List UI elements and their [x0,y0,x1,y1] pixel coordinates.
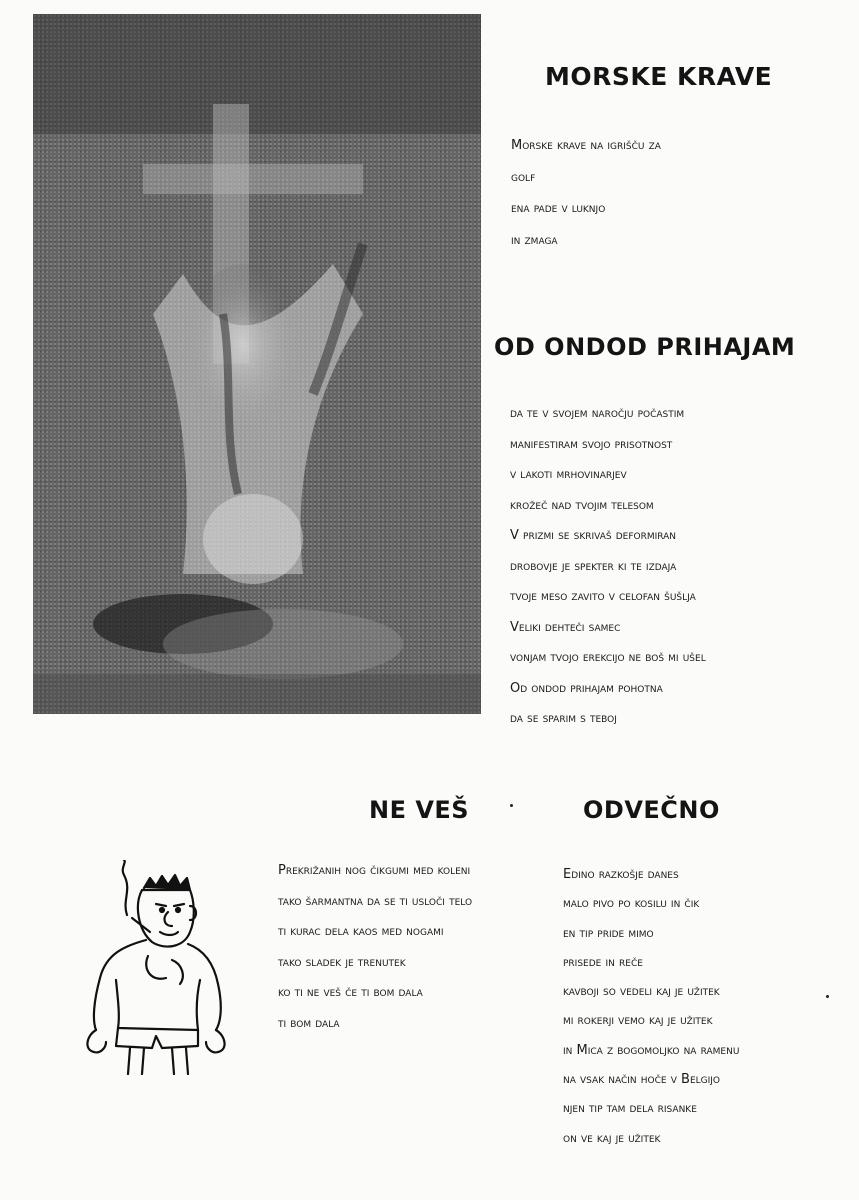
poem-odvecno [563,860,739,1153]
speck [826,995,829,998]
poem-ne-ves [278,856,472,1039]
poem-line: njen tip tam dela risanke [563,1101,697,1117]
poem-line: on ve kaj je užitek [563,1130,661,1146]
halftone-photo [33,14,481,714]
photo-shapes [33,14,481,714]
poem-line: ko ti ne veš če ti bom dala [278,985,423,1000]
poem-od-ondod-prihajam [510,399,706,735]
poem-line: prisede in reče [563,954,643,970]
poem-line: kavboji so vedeli kaj je užitek [563,984,720,1000]
poem-line: Veliki dehteči samec [510,619,621,635]
poem-line: ti bom dala [278,1015,340,1031]
poem-line: Od ondod prihajam pohotna [510,680,663,696]
cartoon-figure-illustration [72,860,232,1075]
poem-line: V prizmi se skrivaš deformiran [510,528,677,543]
poem-line: da se sparim s teboj [510,711,617,726]
poem-line: tvoje meso zavito v celofan šušlja [510,589,696,604]
poem-line: malo pivo po kosilu in čik [563,896,700,912]
poem-title-ne-ves: NE VEŠ [369,796,470,824]
poem-line: tako šarmantna da se ti usloči telo [278,893,473,909]
speck [510,804,513,807]
poem-line: tako sladek je trenutek [278,954,406,970]
poem-line: in Mica z bogomoljko na ramenu [563,1042,740,1058]
poem-line: v lakoti mrhovinarjev [510,467,627,482]
poem-line: krožeč nad tvojim telesom [510,497,654,513]
poem-line: vonjam tvojo erekcijo ne boš mi ušel [510,650,706,665]
poem-line: ti kurac dela kaos med nogami [278,924,444,939]
poem-line: manifestiram svojo prisotnost [510,436,673,452]
poem-title-od-ondod-prihajam: OD ONDOD PRIHAJAM [494,333,796,361]
poem-line: da te v svojem naročju počastim [510,406,685,421]
poem-line: golf [511,169,536,185]
poem-title-odvecno: ODVEČNO [583,796,720,824]
poem-line: na vsak način hoče v Belgijo [563,1072,721,1088]
poem-line: Morske krave na igrišču za [511,138,661,153]
poem-line: ena pade v luknjo [511,201,606,216]
poem-line: en tip pride mimo [563,925,654,941]
poem-line: Prekrižanih nog čikgumi med koleni [278,863,471,878]
poem-line: drobovje je spekter ki te izdaja [510,558,677,574]
poem-title-morske-krave: MORSKE KRAVE [545,62,773,91]
poem-line: Edino razkošje danes [563,867,679,882]
poem-morske-krave [511,130,661,256]
poem-line: mi rokerji vemo kaj je užitek [563,1013,713,1029]
poem-line: in zmaga [511,232,558,248]
